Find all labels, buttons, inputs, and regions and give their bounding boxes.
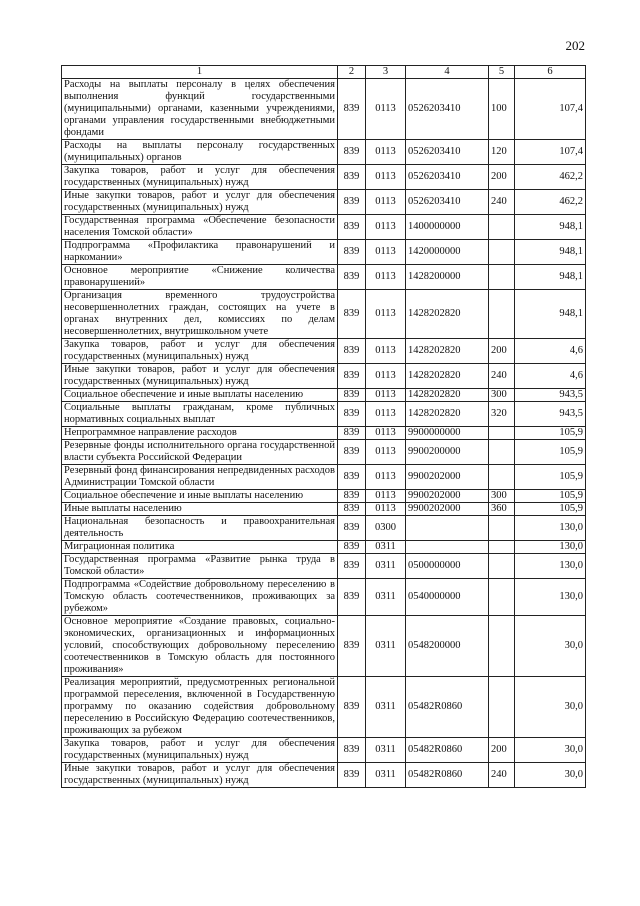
row-name: Подпрограмма «Профилактика правонарушений и наркомании»: [62, 240, 338, 265]
row-section-code: 0113: [366, 265, 406, 290]
row-name: Иные закупки товаров, работ и услуг для обеспечения государственных (муниципальных) нужд: [62, 190, 338, 215]
row-expense-type: [489, 554, 515, 579]
row-name: Резервные фонды исполнительного органа государственной власти субъекта Российской Федерации: [62, 440, 338, 465]
header-row: [62, 66, 586, 79]
row-expense-type: [489, 215, 515, 240]
row-expense-type: 200: [489, 165, 515, 190]
row-section-code: 0113: [366, 79, 406, 140]
row-expense-type: 360: [489, 503, 515, 516]
row-target-code: 0526203410: [406, 190, 489, 215]
row-target-code: 0548200000: [406, 616, 489, 677]
row-target-code: 0500000000: [406, 554, 489, 579]
row-target-code: 9900000000: [406, 427, 489, 440]
row-section-code: 0311: [366, 763, 406, 788]
table-row: [62, 516, 586, 541]
row-name: Резервный фонд финансирования непредвиденных расходов Администрации Томской области: [62, 465, 338, 490]
row-admin-code: 839: [338, 79, 366, 140]
row-admin-code: 839: [338, 763, 366, 788]
row-target-code: [406, 541, 489, 554]
row-expense-type: [489, 240, 515, 265]
row-expense-type: [489, 616, 515, 677]
row-admin-code: 839: [338, 616, 366, 677]
row-name: Реализация мероприятий, предусмотренных региональной программой переселения, включенной в Государственную программу по оказанию содействия добровольному переселению в Российскую Федерацию соотечественников, проживающих за рубежом: [62, 677, 338, 738]
table-row: [62, 389, 586, 402]
table-row: [62, 190, 586, 215]
table-row: [62, 738, 586, 763]
row-amount: 948,1: [515, 240, 586, 265]
row-amount: 105,9: [515, 427, 586, 440]
row-admin-code: 839: [338, 554, 366, 579]
header-col-5: 5: [489, 66, 515, 79]
row-name: Иные закупки товаров, работ и услуг для обеспечения государственных (муниципальных) нужд: [62, 364, 338, 389]
row-name: Закупка товаров, работ и услуг для обеспечения государственных (муниципальных) нужд: [62, 339, 338, 364]
row-amount: 130,0: [515, 554, 586, 579]
row-amount: 107,4: [515, 140, 586, 165]
row-target-code: [406, 516, 489, 541]
row-name: Иные закупки товаров, работ и услуг для обеспечения государственных (муниципальных) нужд: [62, 763, 338, 788]
row-expense-type: 240: [489, 364, 515, 389]
row-admin-code: 839: [338, 165, 366, 190]
row-target-code: 1428202820: [406, 339, 489, 364]
row-section-code: 0113: [366, 389, 406, 402]
row-target-code: 1420000000: [406, 240, 489, 265]
table-row: [62, 490, 586, 503]
row-amount: 105,9: [515, 490, 586, 503]
row-admin-code: 839: [338, 190, 366, 215]
table-row: [62, 79, 586, 140]
row-expense-type: 300: [489, 389, 515, 402]
row-name: Закупка товаров, работ и услуг для обеспечения государственных (муниципальных) нужд: [62, 738, 338, 763]
row-target-code: 0526203410: [406, 79, 489, 140]
row-expense-type: [489, 465, 515, 490]
row-amount: 948,1: [515, 290, 586, 339]
row-amount: 948,1: [515, 215, 586, 240]
row-amount: 130,0: [515, 516, 586, 541]
row-name: Основное мероприятие «Снижение количества правонарушений»: [62, 265, 338, 290]
row-section-code: 0311: [366, 541, 406, 554]
table-row: [62, 402, 586, 427]
row-expense-type: 200: [489, 738, 515, 763]
row-section-code: 0311: [366, 554, 406, 579]
row-section-code: 0113: [366, 140, 406, 165]
row-admin-code: 839: [338, 215, 366, 240]
row-name: Национальная безопасность и правоохранительная деятельность: [62, 516, 338, 541]
row-name: Социальное обеспечение и иные выплаты населению: [62, 490, 338, 503]
row-expense-type: 240: [489, 763, 515, 788]
row-section-code: 0113: [366, 190, 406, 215]
row-name: Государственная программа «Развитие рынка труда в Томской области»: [62, 554, 338, 579]
row-admin-code: 839: [338, 140, 366, 165]
row-section-code: 0113: [366, 290, 406, 339]
row-amount: 948,1: [515, 265, 586, 290]
table-row: [62, 265, 586, 290]
table-row: [62, 215, 586, 240]
row-target-code: 1428200000: [406, 265, 489, 290]
row-admin-code: 839: [338, 240, 366, 265]
row-section-code: 0113: [366, 240, 406, 265]
row-admin-code: 839: [338, 402, 366, 427]
header-col-2: 2: [338, 66, 366, 79]
row-expense-type: [489, 427, 515, 440]
row-admin-code: 839: [338, 364, 366, 389]
row-expense-type: [489, 541, 515, 554]
table-row: [62, 554, 586, 579]
row-amount: 105,9: [515, 465, 586, 490]
row-expense-type: 240: [489, 190, 515, 215]
row-expense-type: 120: [489, 140, 515, 165]
header-col-1: 1: [62, 66, 338, 79]
row-expense-type: [489, 677, 515, 738]
header-col-4: 4: [406, 66, 489, 79]
row-name: Закупка товаров, работ и услуг для обеспечения государственных (муниципальных) нужд: [62, 165, 338, 190]
row-expense-type: [489, 440, 515, 465]
row-amount: 4,6: [515, 364, 586, 389]
table-row: [62, 579, 586, 616]
row-amount: 943,5: [515, 402, 586, 427]
row-admin-code: 839: [338, 465, 366, 490]
row-amount: 130,0: [515, 541, 586, 554]
row-target-code: 1400000000: [406, 215, 489, 240]
row-admin-code: 839: [338, 579, 366, 616]
row-target-code: 9900202000: [406, 490, 489, 503]
row-target-code: 0526203410: [406, 140, 489, 165]
table-row: [62, 427, 586, 440]
row-admin-code: 839: [338, 503, 366, 516]
row-admin-code: 839: [338, 290, 366, 339]
row-target-code: 05482R0860: [406, 738, 489, 763]
table-row: [62, 616, 586, 677]
row-section-code: 0113: [366, 215, 406, 240]
row-section-code: 0311: [366, 677, 406, 738]
row-amount: 30,0: [515, 763, 586, 788]
row-section-code: 0113: [366, 427, 406, 440]
row-amount: 462,2: [515, 190, 586, 215]
table-row: [62, 677, 586, 738]
row-amount: 30,0: [515, 738, 586, 763]
row-name: Непрограммное направление расходов: [62, 427, 338, 440]
row-admin-code: 839: [338, 738, 366, 763]
row-name: Подпрограмма «Содействие добровольному переселению в Томскую область соотечественников, проживающих за рубежом»: [62, 579, 338, 616]
row-amount: 105,9: [515, 503, 586, 516]
row-expense-type: 320: [489, 402, 515, 427]
table-row: [62, 240, 586, 265]
row-section-code: 0113: [366, 364, 406, 389]
row-admin-code: 839: [338, 265, 366, 290]
header-col-3: 3: [366, 66, 406, 79]
table-row: [62, 541, 586, 554]
row-target-code: 1428202820: [406, 290, 489, 339]
row-expense-type: 200: [489, 339, 515, 364]
row-admin-code: 839: [338, 440, 366, 465]
row-section-code: 0300: [366, 516, 406, 541]
row-target-code: 0540000000: [406, 579, 489, 616]
row-admin-code: 839: [338, 427, 366, 440]
table-row: [62, 503, 586, 516]
row-amount: 130,0: [515, 579, 586, 616]
row-expense-type: 100: [489, 79, 515, 140]
row-name: Расходы на выплаты персоналу государственных (муниципальных) органов: [62, 140, 338, 165]
row-target-code: 05482R0860: [406, 677, 489, 738]
row-amount: 4,6: [515, 339, 586, 364]
row-name: Иные выплаты населению: [62, 503, 338, 516]
row-amount: 105,9: [515, 440, 586, 465]
row-expense-type: [489, 579, 515, 616]
row-amount: 30,0: [515, 677, 586, 738]
row-section-code: 0113: [366, 440, 406, 465]
row-section-code: 0113: [366, 465, 406, 490]
row-admin-code: 839: [338, 339, 366, 364]
row-amount: 30,0: [515, 616, 586, 677]
table-row: [62, 440, 586, 465]
page-number: 202: [565, 38, 585, 53]
row-amount: 107,4: [515, 79, 586, 140]
row-target-code: 1428202820: [406, 402, 489, 427]
row-section-code: 0311: [366, 616, 406, 677]
row-target-code: 1428202820: [406, 364, 489, 389]
row-target-code: 9900200000: [406, 440, 489, 465]
row-target-code: 0526203410: [406, 165, 489, 190]
row-admin-code: 839: [338, 516, 366, 541]
row-section-code: 0113: [366, 490, 406, 503]
row-target-code: 9900202000: [406, 465, 489, 490]
row-name: Государственная программа «Обеспечение безопасности населения Томской области»: [62, 215, 338, 240]
row-admin-code: 839: [338, 541, 366, 554]
row-expense-type: [489, 290, 515, 339]
row-expense-type: 300: [489, 490, 515, 503]
row-target-code: 9900202000: [406, 503, 489, 516]
row-amount: 943,5: [515, 389, 586, 402]
row-admin-code: 839: [338, 490, 366, 503]
row-name: Социальные выплаты гражданам, кроме публичных нормативных социальных выплат: [62, 402, 338, 427]
row-expense-type: [489, 265, 515, 290]
table-row: [62, 140, 586, 165]
row-name: Миграционная политика: [62, 541, 338, 554]
table-row: [62, 290, 586, 339]
row-admin-code: 839: [338, 389, 366, 402]
row-expense-type: [489, 516, 515, 541]
row-name: Основное мероприятие «Создание правовых, социально-экономических, организационных и информационных условий, способствующих добровольному переселению соотечественников в Томскую область для постоянного проживания»: [62, 616, 338, 677]
table-row: [62, 763, 586, 788]
row-target-code: 05482R0860: [406, 763, 489, 788]
row-admin-code: 839: [338, 677, 366, 738]
row-section-code: 0311: [366, 738, 406, 763]
row-section-code: 0113: [366, 165, 406, 190]
table-row: [62, 339, 586, 364]
header-col-6: 6: [515, 66, 586, 79]
table-row: [62, 364, 586, 389]
row-name: Организация временного трудоустройства несовершеннолетних граждан, состоящих на учете в органах внутренних дел, комиссиях по делам несовершеннолетних, внутришкольном учете: [62, 290, 338, 339]
table-row: [62, 165, 586, 190]
budget-table: [61, 65, 586, 788]
row-section-code: 0113: [366, 339, 406, 364]
row-name: Социальное обеспечение и иные выплаты населению: [62, 389, 338, 402]
table-row: [62, 465, 586, 490]
row-section-code: 0113: [366, 402, 406, 427]
row-name: Расходы на выплаты персоналу в целях обеспечения выполнения функций государственными (муниципальными) органами, казенными учреждениями, органами управления государственными внебюджетными фондами: [62, 79, 338, 140]
row-section-code: 0311: [366, 579, 406, 616]
row-amount: 462,2: [515, 165, 586, 190]
row-target-code: 1428202820: [406, 389, 489, 402]
row-section-code: 0113: [366, 503, 406, 516]
